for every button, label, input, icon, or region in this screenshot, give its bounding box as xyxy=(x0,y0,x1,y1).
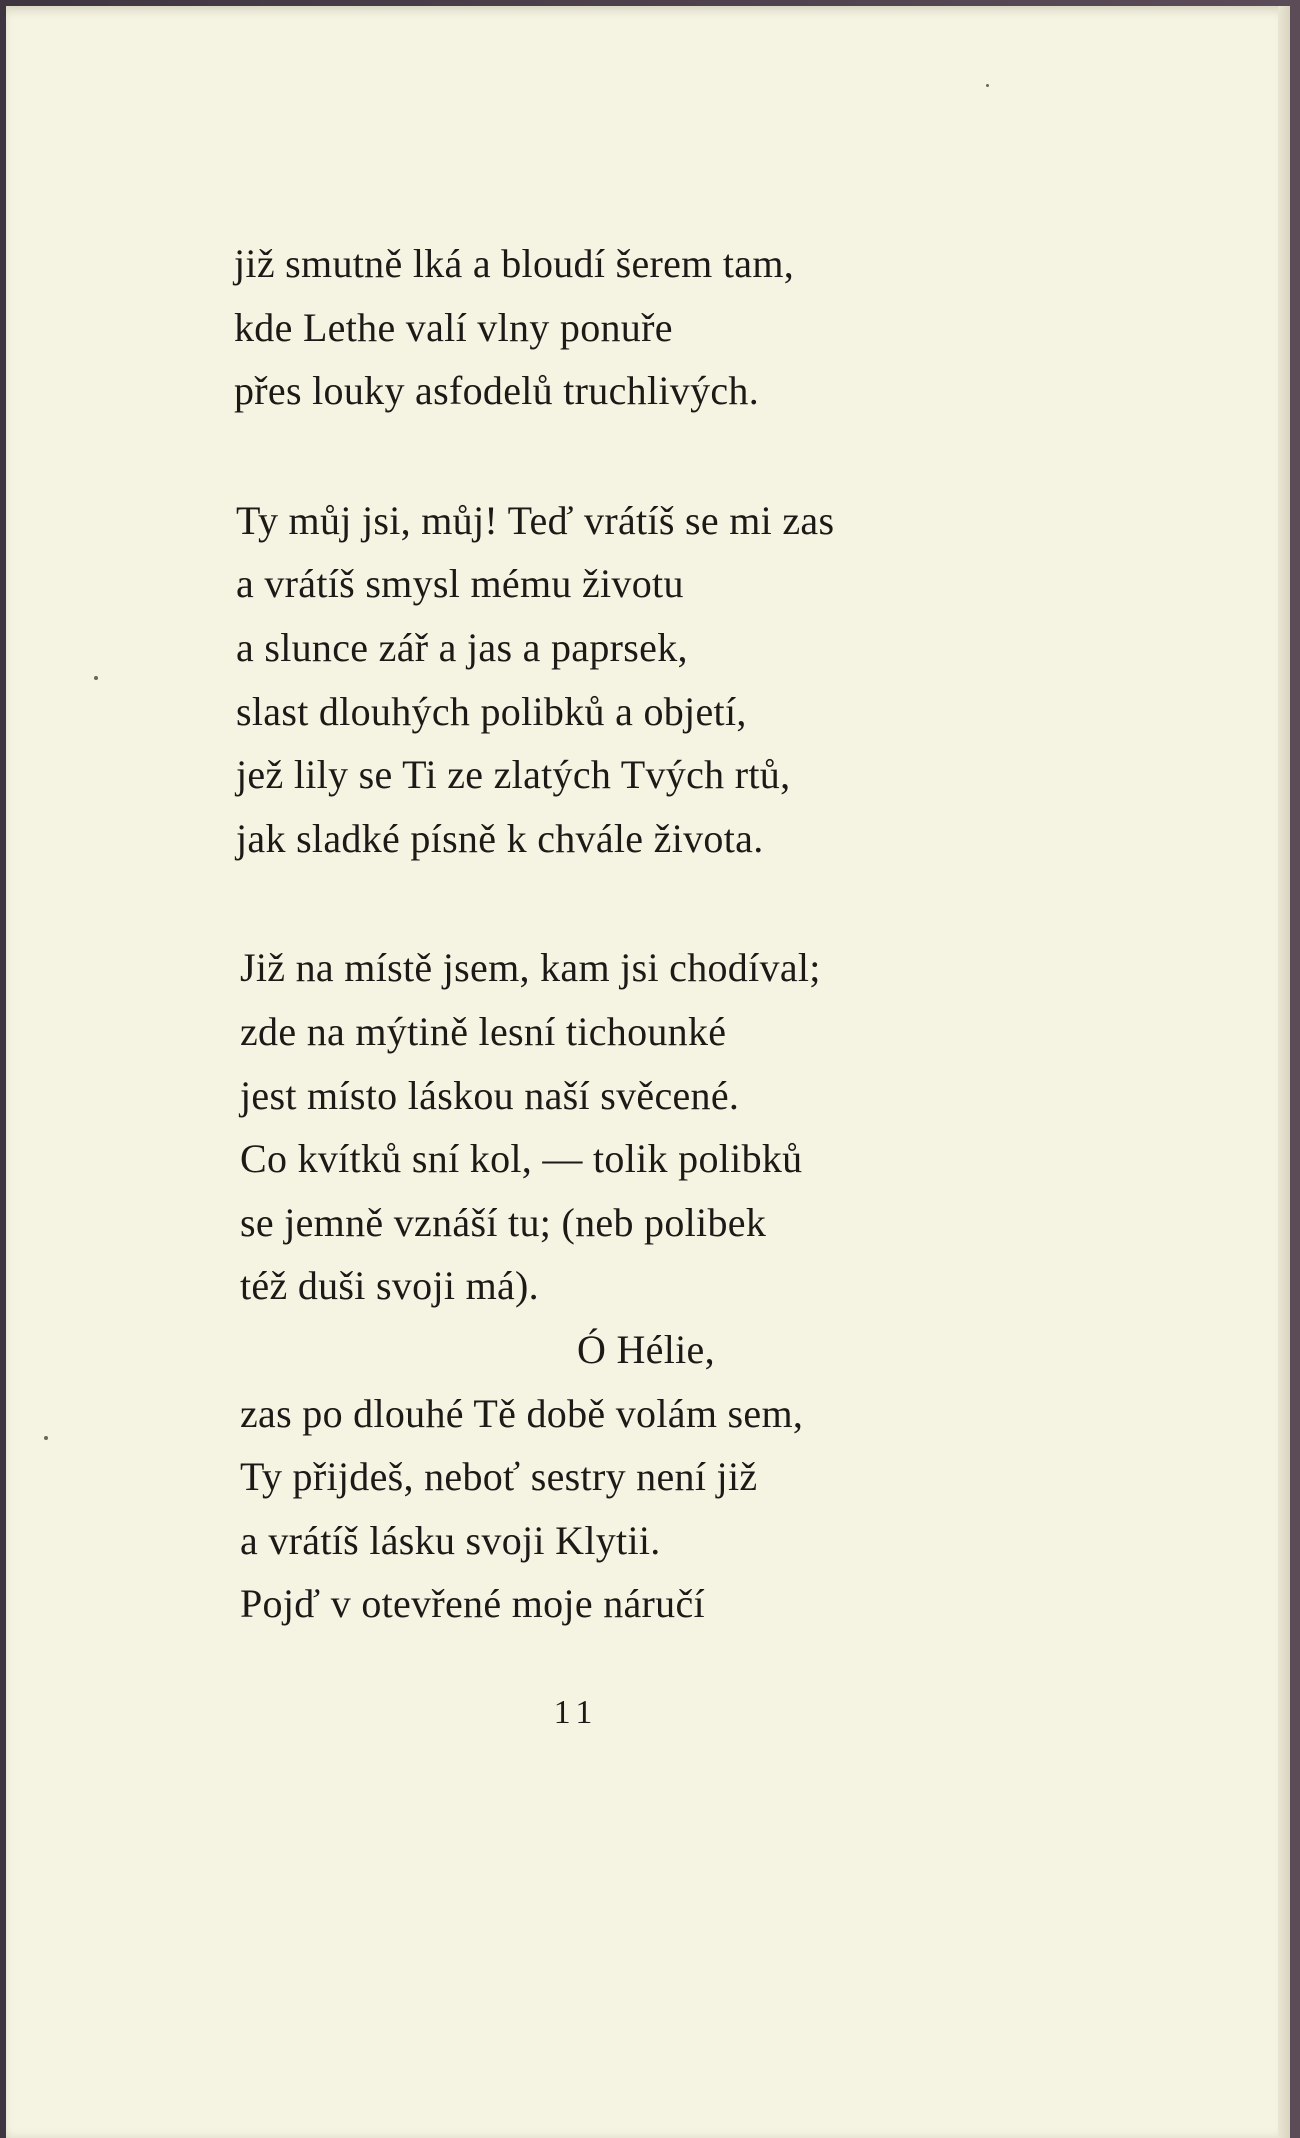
poem-line: a vrátíš smysl mému životu xyxy=(236,561,684,607)
book-page xyxy=(6,6,1290,2138)
poem-line: též duši svoji má). xyxy=(240,1263,539,1309)
page-edge xyxy=(1278,6,1290,2138)
poem-line: slast dlouhých polibků a objetí, xyxy=(236,688,747,734)
poem-line: zde na mýtině lesní tichounké xyxy=(240,1008,727,1054)
poem-line: jež lily se Ti ze zlatých Tvých rtů, xyxy=(236,752,791,798)
poem-line: se jemně vznáší tu; (neb polibek xyxy=(240,1199,767,1245)
poem-line: a vrátíš lásku svoji Klytii. xyxy=(240,1517,661,1563)
poem-line: jak sladké písně k chvále života. xyxy=(236,815,764,861)
poem-line: jest místo láskou naší svěcené. xyxy=(240,1072,740,1118)
poem-line: Ty můj jsi, můj! Teď vrátíš se mi zas xyxy=(236,497,835,543)
poem-line-indented: Ó Hélie, xyxy=(577,1326,715,1372)
stanza-3 xyxy=(240,936,1090,1636)
poem-line: kde Lethe valí vlny ponuře xyxy=(234,304,673,350)
poem-line: zas po dlouhé Tě době volám sem, xyxy=(240,1390,804,1436)
paper-speck xyxy=(986,84,989,87)
paper-speck xyxy=(94,676,98,680)
poem-line: Ty přijdeš, neboť sestry není již xyxy=(240,1454,758,1500)
poem-line: a slunce zář a jas a paprsek, xyxy=(236,624,688,670)
stanza-1 xyxy=(234,232,1090,423)
poem-line: Pojď v otevřené moje náručí xyxy=(240,1581,705,1627)
poem-line: přes louky asfodelů truchlivých. xyxy=(234,368,760,414)
poem-line: Co kvítků sní kol, — tolik polibků xyxy=(240,1136,803,1182)
poem-text xyxy=(230,232,1090,1702)
page-number: 11 xyxy=(553,1694,599,1731)
stanza-2 xyxy=(236,489,1090,871)
paper-speck xyxy=(44,1436,48,1440)
poem-line: již smutně lká a bloudí šerem tam, xyxy=(234,241,795,286)
poem-line: Již na místě jsem, kam jsi chodíval; xyxy=(240,945,821,991)
